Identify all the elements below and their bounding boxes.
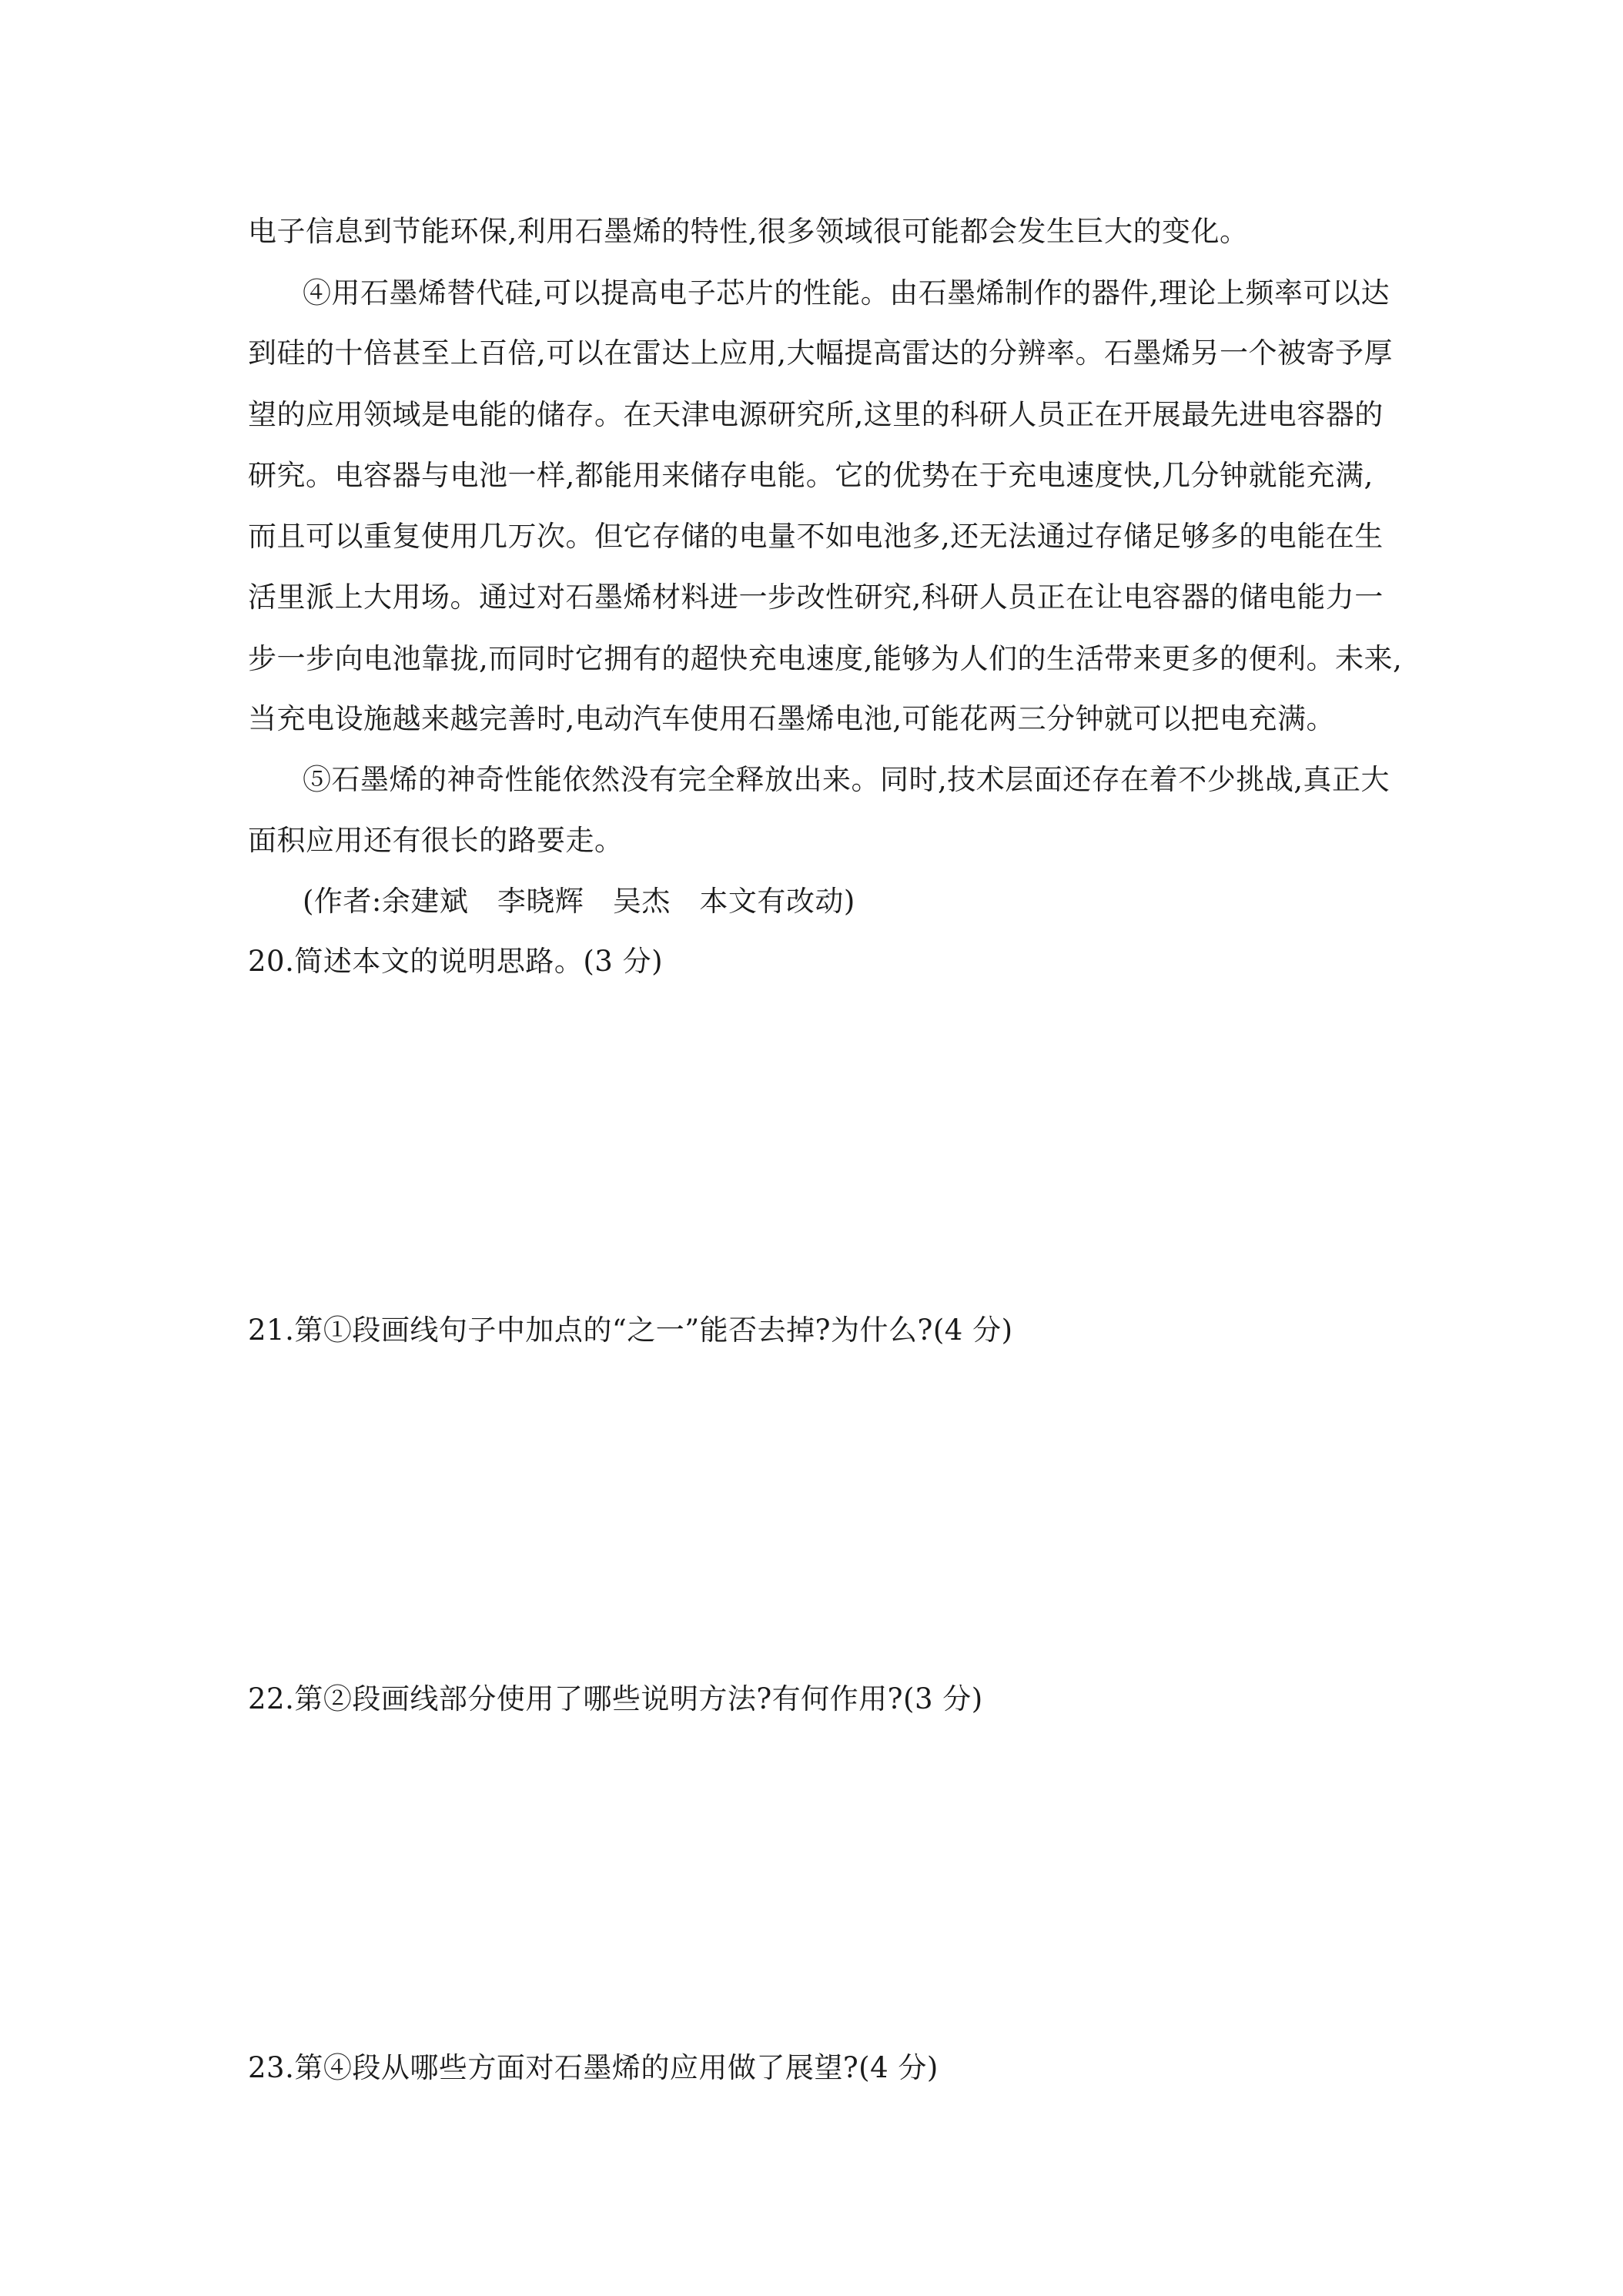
paragraph-4-line-1: ④用石墨烯替代硅,可以提高电子芯片的性能。由石墨烯制作的器件,理论上频率可以达 <box>303 276 1390 310</box>
question-22: 22.第②段画线部分使用了哪些说明方法?有何作用?(3 分) <box>248 1682 983 1715</box>
paragraph-4-line-2: 到硅的十倍甚至上百倍,可以在雷达上应用,大幅提高雷达的分辨率。石墨烯另一个被寄予厚 <box>248 336 1394 370</box>
question-20: 20.简述本文的说明思路。(3 分) <box>248 945 664 978</box>
paragraph-4-line-3: 望的应用领域是电能的储存。在天津电源研究所,这里的科研人员正在开展最先进电容器的 <box>248 398 1384 431</box>
paragraph-4-line-4: 研究。电容器与电池一样,都能用来储存电能。它的优势在于充电速度快,几分钟就能充满, <box>248 459 1374 492</box>
paragraph-5-line-2: 面积应用还有很长的路要走。 <box>248 824 624 857</box>
paragraph-4-line-7: 步一步向电池靠拢,而同时它拥有的超快充电速度,能够为人们的生活带来更多的便利。未来, <box>248 642 1403 675</box>
paragraph-4-line-8: 当充电设施越来越完善时,电动汽车使用石墨烯电池,可能花两三分钟就可以把电充满。 <box>248 702 1336 735</box>
paragraph-4-line-6: 活里派上大用场。通过对石墨烯材料进一步改性研究,科研人员正在让电容器的储电能力一 <box>248 581 1384 614</box>
paragraph-5-line-1: ⑤石墨烯的神奇性能依然没有完全释放出来。同时,技术层面还存在着不少挑战,真正大 <box>303 763 1390 796</box>
question-23: 23.第④段从哪些方面对石墨烯的应用做了展望?(4 分) <box>248 2051 939 2084</box>
passage-line-1: 电子信息到节能环保,利用石墨烯的特性,很多领域很可能都会发生巨大的变化。 <box>248 215 1249 248</box>
question-21: 21.第①段画线句子中加点的“之一”能否去掉?为什么?(4 分) <box>248 1314 1013 1347</box>
paragraph-4-line-5: 而且可以重复使用几万次。但它存储的电量不如电池多,还无法通过存储足够多的电能在生 <box>248 520 1384 553</box>
author-credit: (作者:余建斌 李晓辉 吴杰 本文有改动) <box>303 885 855 918</box>
